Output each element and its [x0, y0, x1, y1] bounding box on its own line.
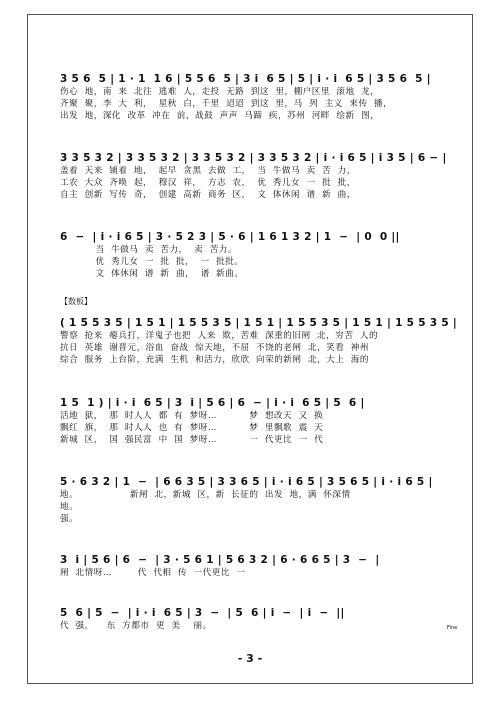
score-system-6 [60, 475, 460, 525]
lyric-verse-3: 新城 区， 国 强民富 中 国 梦呀… 一 代更比 一 代 [60, 435, 324, 445]
lyric-verse-2: 抗日 英雄 谢晋元，浴血 奋战 惊天地，不屈 不饶的老闸 北，笑看 神州 [60, 343, 369, 353]
score-system-1 [60, 72, 460, 122]
lyric-verse-1: 地。 新闸 北，新城 区，新 长征的 出发 地，满 怀深情 [60, 490, 351, 500]
lyric-verse-3: 强。 [60, 514, 79, 524]
lyric-verse-2: 飘红 旗， 那 时人人 也 有 梦呀… 梦 里飘歌 震 天 [60, 423, 324, 433]
notation-line: 5 6 | 5 − | i · i 6 5 | 3 − | 5 6 | i − | i − || [60, 607, 345, 619]
notation-line: 6 − | i · i 6 5 | 3 · 5 2 3 | 5 · 6 | 1 6 1 3 2 | 1 − | 0 0 || [60, 231, 400, 243]
lyric-verse-1: 活地 狱， 那 时人人 都 有 梦呀… 梦 想改天 又 换 [60, 411, 324, 421]
notation-line: 1 5 1 ) | i · i 6 5 | 3 i | 5 6 | 6 − | i · i 6 5 | 5 6 | [60, 397, 365, 409]
score-system-7 [60, 553, 460, 579]
lyric-verse-2: 地。 [60, 502, 79, 512]
score-system-3 [60, 230, 460, 280]
lyric-verse-2: 优 秀儿女 一 批 批， 一 批批。 [60, 257, 244, 267]
notation-line: 3 3 5 3 2 | 3 3 5 3 2 | 3 3 5 3 2 | 3 3 5 3 2 | i · i 6 5 | i 3 5 | 6 − | [60, 152, 447, 164]
lyric-verse-3: 自主 创新 写传 奇， 创建 高新 商务 区， 文 体休闲 谱 新 曲， [60, 190, 356, 200]
lyric-verse-3: 综合 服务 上台阶，充满 生机 和活力，欣欣 向荣的新闸 北，大上 海的 [60, 355, 369, 365]
lyric-verse-1: 闸 北情呀… 代 代相 传 一代更比 一 [60, 568, 246, 578]
score-system-5 [60, 396, 460, 446]
score-system-4 [60, 316, 460, 366]
lyric-verse-1: 当 牛做马 卖 苦力， 卖 苦力。 [60, 245, 237, 255]
score-system-8 [60, 606, 460, 632]
lyric-verse-2: 工农 大众 齐唤 起， 穆汉 祥， 方志 农， 优 秀儿女 一 批 批， [60, 178, 356, 188]
lyric-verse-3: 文 体休闲 谱 新 曲， 谱 新曲。 [60, 269, 244, 279]
notation-line: 5 · 6 3 2 | 1 − | 6 6 3 5 | 3 3 6 5 | i · i 6 5 | 3 5 6 5 | i · i 6 5 | [60, 476, 433, 488]
notation-line: 3 5 6 5 | 1 · 1 1 6 | 5 5 6 5 | 3 i 6 5 | 5 | i · i 6 5 | 3 5 6 5 | [60, 73, 431, 85]
lyric-verse-2: 齐聚 聚，李 大 利， 星秋 白，千里 迢迢 到这 里，马 列 主义 来传 播， [60, 99, 393, 109]
notation-line: ( 1 5 5 3 5 | 1 5 1 | 1 5 5 3 5 | 1 5 1 | 1 5 5 3 5 | 1 5 1 | 1 5 5 3 5 | [60, 317, 458, 329]
score-system-2 [60, 151, 460, 201]
lyric-verse-1: 代 强， 东 方都市 更 美 丽。 [60, 621, 212, 631]
lyric-verse-1: 警察 抢来 瘪兵打，洋鬼子也把 人来 欺，苦难 深重的旧闸 北，穷苦 人的 [60, 331, 379, 341]
section-tag: 【数板】 [60, 297, 92, 306]
notation-line: 3 i | 5 6 | 6 − | 3 · 5 6 1 | 5 6 3 2 | 6 · 6 6 5 | 3 − | [60, 554, 380, 566]
lyric-verse-1: 伤心 地，南 来 北往 逃难 人，走投 无路 到这 里，棚户区里 滚地 龙， [60, 87, 380, 97]
lyric-verse-3: 出发 地，深化 改革 冲在 前，战鼓 声声 马蹄 疾，苏州 河畔 绘新 图， [60, 111, 380, 121]
lyric-verse-1: 盖着 天来 铺着 地， 起早 贪黑 去做 工， 当 牛做马 卖 苦 力， [60, 166, 356, 176]
page-number: - 3 - [237, 652, 263, 665]
fine-mark: Fine [447, 625, 458, 631]
